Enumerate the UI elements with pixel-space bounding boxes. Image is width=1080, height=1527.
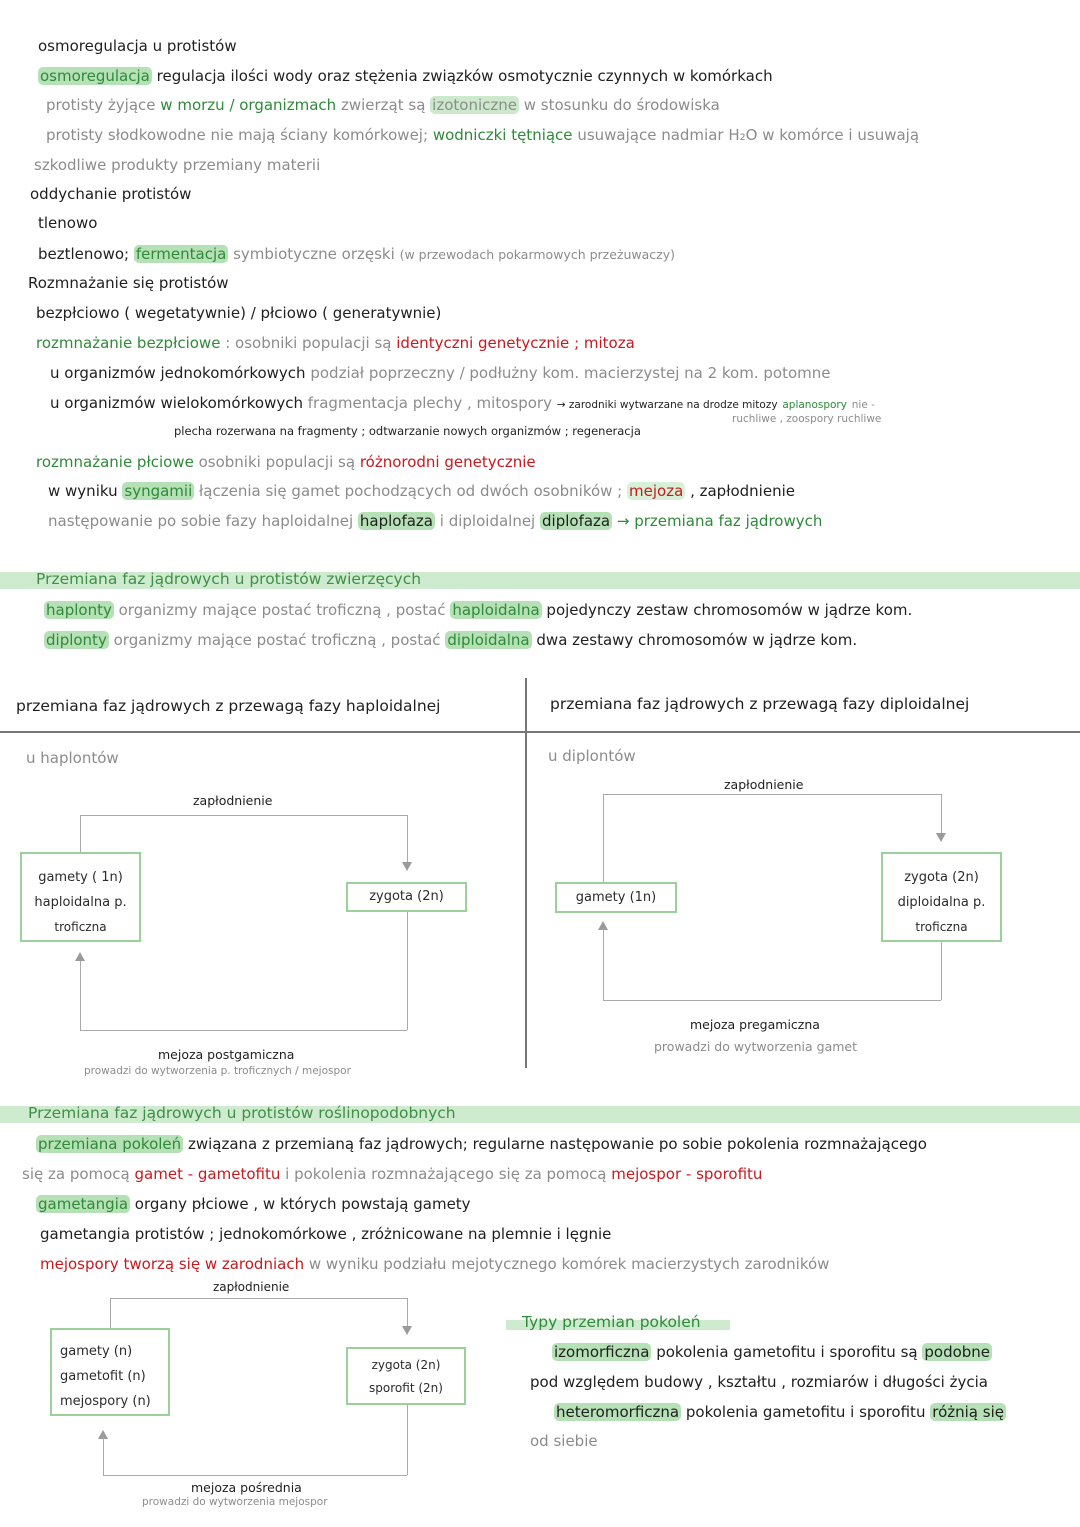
oddych-tlenowo: tlenowo	[38, 214, 98, 232]
bottom-diag-box-sporofit: zygota (2n) sporofit (2n)	[346, 1347, 466, 1405]
left-diag-line-tl	[80, 815, 81, 852]
pfj-haplonty: haplonty organizmy mające postać troficzną , postać haploidalna pojedynczy zestaw chromosomów w jądrze kom.	[46, 601, 913, 619]
pfj-band-title: Przemiana faz jądrowych u protistów zwierzęcych	[36, 570, 422, 588]
rosl-pp-line1: przemiana pokoleń związana z przemianą faz jądrowych; regularne następowanie po sobie pokolenia rozmnażającego	[38, 1135, 927, 1153]
rosl-mejospory: mejospory tworzą się w zarodniach w wyniku podziału mejotycznego komórek macierzystych zarodników	[40, 1255, 830, 1273]
left-diag-arrow-down-icon	[402, 862, 412, 871]
bottom-diag-line-top	[110, 1298, 407, 1299]
right-diag-line-tl	[603, 794, 604, 882]
bottom-diag-box-gametofit: gamety (n) gametofit (n) mejospory (n)	[50, 1328, 170, 1416]
left-diag-line-tr	[407, 815, 408, 865]
rosl-gametangia: gametangia organy płciowe , w których powstają gamety	[38, 1195, 471, 1213]
left-diag-sub: u haplontów	[26, 749, 119, 767]
right-diag-line-bl	[603, 928, 604, 1000]
oddych-title: oddychanie protistów	[30, 185, 192, 203]
right-diag-line-bottom	[603, 1000, 941, 1001]
left-diag-line-top	[80, 815, 407, 816]
right-diag-sub: u diplontów	[548, 747, 636, 765]
rozm-syngamia: w wyniku syngamii łączenia się gamet pochodzących od dwóch osobników ; mejoza , zapłodnienie	[48, 482, 795, 500]
rosl-gametangia-protistow: gametangia protistów ; jednokomórkowe , zróżnicowane na plemnie i lęgnie	[40, 1225, 612, 1243]
bottom-diag-line-tr	[407, 1298, 408, 1328]
rozm-jednokom: u organizmów jednokomórkowych podział poprzeczny / podłużny kom. macierzystej na 2 kom. potomne	[50, 364, 831, 382]
rozm-plecha: plecha rozerwana na fragmenty ; odtwarzanie nowych organizmów ; regeneracja	[174, 424, 641, 438]
bottom-diag-line-br	[407, 1405, 408, 1475]
typy-het: heteromorficzna pokolenia gametofitu i sporofitu różnią się	[556, 1403, 1004, 1421]
right-diag-mejoza: mejoza pregamiczna	[690, 1017, 820, 1032]
col-left-header: przemiana faz jądrowych z przewagą fazy haploidalnej	[16, 697, 441, 715]
right-diag-line-br	[941, 942, 942, 1000]
typy-izo-cont: pod względem budowy , kształtu , rozmiarów i długości życia	[530, 1373, 988, 1391]
table-divider-v	[525, 678, 527, 1068]
right-diag-arrow-down-icon	[936, 833, 946, 842]
bottom-diag-line-bl	[103, 1437, 104, 1475]
rozm-wielokom: u organizmów wielokomórkowych fragmentacja plechy , mitospory → zarodniki wytwarzane na drodze mitozy aplanospory nie -	[50, 394, 875, 412]
typy-title: Typy przemian pokoleń	[522, 1313, 701, 1331]
right-diag-box-zygota: zygota (2n) diploidalna p. troficzna	[881, 852, 1002, 942]
osmo-line2: protisty żyjące w morzu / organizmach zwierząt są izotoniczne w stosunku do środowiska	[46, 96, 720, 114]
left-diag-zapl: zapłodnienie	[193, 793, 273, 808]
rozm-line1: bezpłciowo ( wegetatywnie) / płciowo ( generatywnie)	[36, 304, 442, 322]
left-diag-mejoza-sub: prowadzi do wytworzenia p. troficznych / mejospor	[84, 1065, 351, 1077]
left-diag-mejoza: mejoza postgamiczna	[158, 1047, 295, 1062]
left-diag-line-br	[407, 912, 408, 1030]
bottom-diag-mejoza: mejoza pośrednia	[191, 1480, 302, 1495]
typy-het-cont: od siebie	[530, 1432, 598, 1450]
rozm-plciowe: rozmnażanie płciowe osobniki populacji są różnorodni genetycznie	[36, 453, 536, 471]
col-right-header: przemiana faz jądrowych z przewagą fazy diploidalnej	[550, 695, 970, 713]
osmo-line4: szkodliwe produkty przemiany materii	[34, 156, 321, 174]
left-diag-arrow-up-icon	[75, 952, 85, 961]
bottom-diag-line-bottom	[103, 1475, 407, 1476]
pfj-diplonty: diplonty organizmy mające postać troficzną , postać diploidalna dwa zestawy chromosomów w jądrze kom.	[46, 631, 858, 649]
right-diag-mejoza-sub: prowadzi do wytworzenia gamet	[654, 1039, 858, 1054]
left-diag-line-bottom	[80, 1030, 407, 1031]
rozm-nastepowanie: następowanie po sobie fazy haploidalnej haplofaza i diploidalnej diplofaza → przemiana faz jądrowych	[48, 512, 823, 530]
osmo-title: osmoregulacja u protistów	[38, 37, 237, 55]
bottom-diag-zapl: zapłodnienie	[213, 1280, 290, 1294]
right-diag-line-top	[603, 794, 941, 795]
typy-izo: izomorficzna pokolenia gametofitu i sporofitu są podobne	[554, 1343, 991, 1361]
left-diag-box-gamety: gamety ( 1n) haploidalna p. troficzna	[20, 852, 141, 942]
oddych-beztlen: beztlenowo; fermentacja symbiotyczne orzęski (w przewodach pokarmowych przeżuwaczy)	[38, 245, 675, 263]
rozm-title: Rozmnażanie się protistów	[28, 274, 229, 292]
osmo-def: osmoregulacja regulacja ilości wody oraz stężenia związków osmotycznie czynnych w komórkach	[40, 67, 773, 85]
right-diag-box-gamety: gamety (1n)	[555, 882, 677, 913]
osmo-def-term: osmoregulacja	[40, 67, 150, 85]
left-diag-line-bl	[80, 960, 81, 1030]
rozm-wielokom-cont: ruchliwe , zoospory ruchliwe	[732, 413, 882, 425]
bottom-diag-arrow-down-icon	[402, 1326, 412, 1335]
table-divider-h	[0, 731, 1080, 733]
bottom-diag-line-tl	[110, 1298, 111, 1328]
rosl-band-title: Przemiana faz jądrowych u protistów roślinopodobnych	[28, 1104, 456, 1122]
rosl-pp-line2: się za pomocą gamet - gametofitu i pokolenia rozmnażającego się za pomocą mejospor - sporofitu	[22, 1165, 763, 1183]
left-diag-box-zygota: zygota (2n)	[346, 882, 467, 912]
bottom-diag-mejoza-sub: prowadzi do wytworzenia mejospor	[142, 1496, 328, 1508]
rozm-bezplciowe: rozmnażanie bezpłciowe : osobniki populacji są identyczni genetycznie ; mitoza	[36, 334, 635, 352]
osmo-line3: protisty słodkowodne nie mają ściany komórkowej; wodniczki tętniące usuwające nadmiar H₂O w komórce i usuwają	[46, 126, 920, 144]
right-diag-zapl: zapłodnienie	[724, 777, 804, 792]
